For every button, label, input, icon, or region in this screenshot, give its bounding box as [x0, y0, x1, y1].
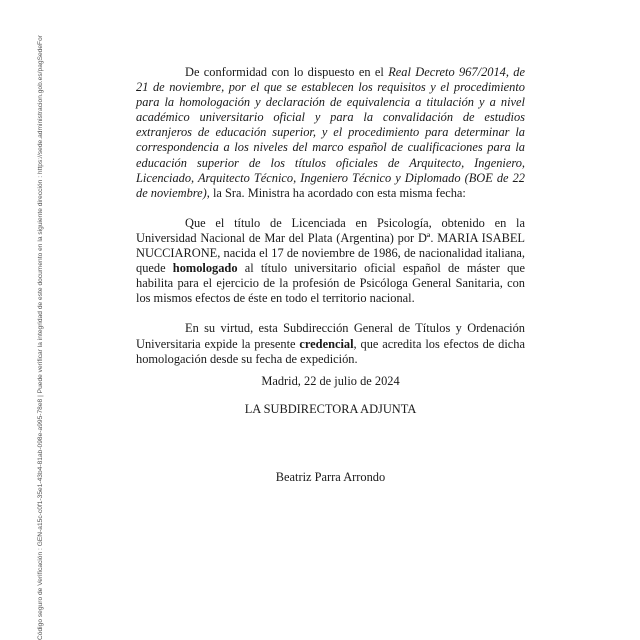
paragraph-credential — [136, 321, 525, 366]
paragraph-credential-lead: En su virtud, esta Subdirección General de Títulos y Ordenación Universitaria expide la presente — [136, 321, 525, 351]
signer-role: LA SUBDIRECTORA ADJUNTA — [244, 402, 417, 416]
decree-reference: Real Decreto 967/2014, de 21 de noviembre, por el que se establecen los requisitos y el procedimiento para la homologación y declaración de equivalencia a titulación y a nivel académico universitario oficial y para la convalidación de estudios extranjeros de educación superior, y el procedimiento para determinar la correspondencia a los niveles del marco español de cualificaciones para la educación superior de los títulos oficiales de Arquitecto, Ingeniero, Licenciado, Arquitecto Técnico, Ingeniero Técnico y Diplomado (BOE de 22 de noviembre) — [136, 65, 525, 200]
homologated-emphasis: homologado — [172, 261, 238, 276]
paragraph-resolution-tail: al título universitario oficial español de máster que habilita para el ejercicio de la profesión de Psicóloga General Sanitaria, con los mismos efectos de éste en todo el territorio nacional. — [136, 261, 525, 306]
verification-code-margin-text: Código seguro de Verificación : GEN-a15c-c0f1-35e1-43b4-81ab-098e-a995-78e8 | Puede verificar la integridad de este documento en la siguiente dirección : https://sede.administracion.gob.es/pagSedeFor — [37, 35, 44, 640]
signer-name: Beatriz Parra Arrondo — [275, 470, 386, 484]
document-body — [136, 65, 525, 367]
paragraph-legal-basis-lead: De conformidad con lo dispuesto en el — [185, 65, 389, 79]
place-and-date: Madrid, 22 de julio de 2024 — [261, 374, 400, 388]
credential-emphasis: credencial — [299, 336, 354, 351]
paragraph-resolution — [136, 216, 525, 307]
paragraph-resolution-lead: Que el título de Licenciada en Psicología, obtenido en la Universidad Nacional de Mar del Plata (Argentina) por Dª. MARIA ISABEL NUCCIARONE, nacida el 17 de noviembre de 1986, de nacionalidad italiana, quede — [136, 215, 525, 276]
paragraph-legal-basis — [136, 65, 525, 201]
paragraph-legal-basis-tail: , la Sra. Ministra ha acordado con esta misma fecha: — [206, 185, 466, 200]
paragraph-credential-tail: , que acredita los efectos de dicha homologación desde su fecha de expedición. — [136, 336, 526, 366]
